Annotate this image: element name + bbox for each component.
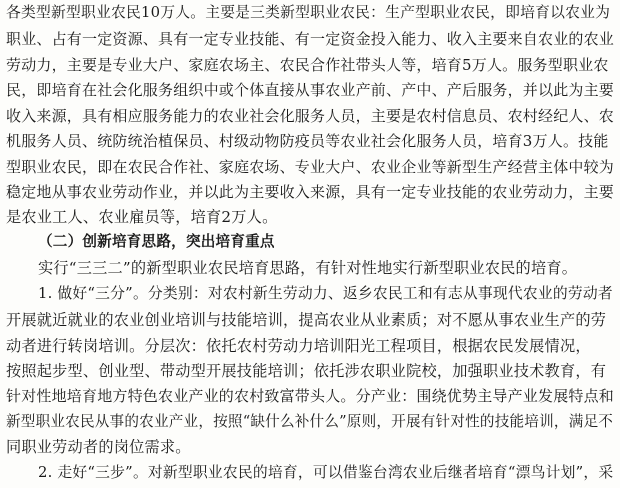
text-line-18: 同职业劳动者的岗位需求。 — [6, 438, 191, 456]
text-line-3: 劳动力，主要是专业大户、家庭农场主、农民合作社带头人等，培育5万人。服务型职业农 — [6, 56, 609, 74]
text-line-4: 民，即培育在社会化服务组织中或个体直接从事农业产前、产中、产后服务，并以此为主要 — [6, 81, 615, 99]
text-line-7: 型职业农民，即在农民合作社、家庭农场、专业大户、农业企业等新型生产经营主体中较为 — [6, 158, 615, 176]
text-line-11: 实行“三三二”的新型职业农民培育思路，有针对性地实行新型职业农民的培育。 — [38, 259, 578, 277]
text-line-6: 机服务人员、统防统治植保员、村级动物防疫员等农业社会化服务人员，培育3万人。技能 — [6, 132, 609, 150]
text-line-2: 职业、占有一定资源、具有一定专业技能、有一定资金投入能力、收入主要来自农业的农业 — [6, 30, 615, 48]
text-line-1: 各类型新型职业农民10万人。主要是三类新型职业农民：生产型职业农民，即培育以农业为 — [6, 4, 611, 21]
text-line-15: 按照起步型、创业型、带动型开展技能培训；依托涉农职业院校，加强职业技术教育，有 — [6, 362, 607, 380]
text-line-14: 动者进行转岗培训。分层次：依托农村劳动力培训阳光工程项目，根据农民发展情况， — [6, 337, 591, 355]
text-line-19: 2. 走好“三步”。对新型职业农民的培育，可以借鉴台湾农业后继者培育“漂鸟计划”，采 — [38, 464, 614, 481]
section-heading: （二）创新培育思路，突出培育重点 — [38, 233, 275, 250]
text-line-13: 开展就近就业的农业创业培训与技能培训，提高农业从业素质；对不愿从事农业生产的劳 — [6, 311, 607, 329]
text-line-16: 针对性地培育地方特色农业产业的农村致富带头人。分产业：围绕优势主导产业发展特点和 — [6, 387, 615, 405]
text-line-12: 1. 做好“三分”。分类别：对农村新生劳动力、返乡农民工和有志从事现代农业的劳动者 — [38, 285, 613, 302]
text-line-17: 新型职业农民从事的农业产业，按照“缺什么补什么”原则，开展有针对性的技能培训，满足不 — [6, 413, 614, 430]
text-line-9: 是农业工人、农业雇员等，培育2万人。 — [6, 208, 278, 226]
text-line-5: 收入来源，具有相应服务能力的农业社会化服务人员，主要是农村信息员、农村经纪人、农 — [6, 107, 615, 125]
text-line-8: 稳定地从事农业劳动作业，并以此为主要收入来源，具有一定专业技能的农业劳动力，主要 — [6, 183, 615, 201]
